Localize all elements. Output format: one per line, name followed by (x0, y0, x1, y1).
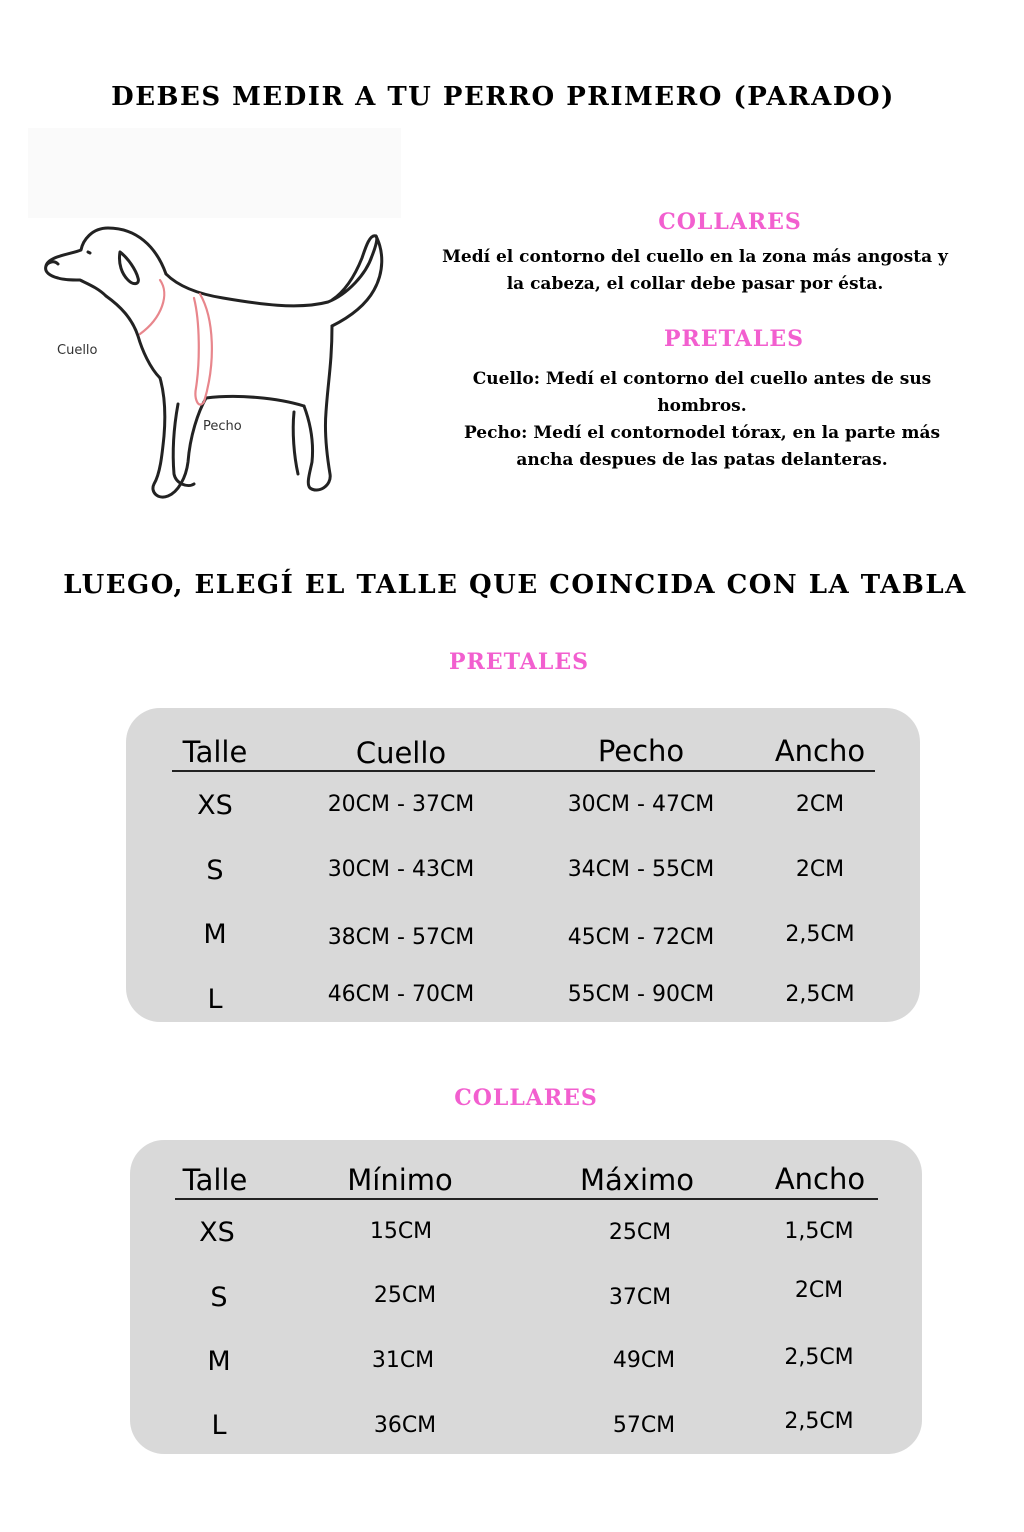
table-header-cell: Máximo (579, 1163, 694, 1197)
diagram-label-cuello: Cuello (57, 343, 98, 358)
table-cell: 30CM - 43CM (327, 857, 475, 882)
table-cell: 34CM - 55CM (567, 857, 715, 882)
table-cell: 55CM - 90CM (567, 982, 715, 1007)
neck-marker-icon (140, 280, 164, 334)
table-cell: 45CM - 72CM (567, 925, 715, 950)
size-section-title: LUEGO, ELEGÍ EL TALLE QUE COINCIDA CON LA TABLA (63, 570, 967, 600)
table-cell-size: M (207, 1346, 231, 1377)
table-cell: 37CM (608, 1285, 672, 1310)
table-cell-size: XS (199, 1217, 235, 1248)
table-cell: 20CM - 37CM (327, 792, 475, 817)
collares-info-line: la cabeza, el collar debe pasar por ésta. (506, 274, 884, 294)
table-cell: 2CM (794, 1278, 844, 1303)
table-cell: 46CM - 70CM (327, 982, 475, 1007)
diagram-label-pecho: Pecho (203, 419, 242, 434)
table-header-cell: Ancho (774, 1162, 866, 1196)
table-cell: 2,5CM (784, 1345, 854, 1370)
measurement-markers (140, 280, 212, 405)
table-cell: 25CM (608, 1220, 672, 1245)
table-header-divider (172, 770, 875, 772)
collares-info-heading: COLLARES (658, 209, 802, 235)
pretales-info-heading: PRETALES (664, 326, 804, 352)
table-header-cell: Talle (182, 735, 248, 769)
table-cell: 2,5CM (785, 982, 855, 1007)
table-cell-size: XS (197, 790, 233, 821)
table-cell: 38CM - 57CM (327, 925, 475, 950)
table-cell-size: L (207, 984, 223, 1015)
table-header-cell: Ancho (774, 734, 866, 768)
table-header-cell: Pecho (597, 734, 685, 768)
table-header-cell: Cuello (355, 736, 447, 770)
table-cell: 2CM (795, 857, 845, 882)
table-cell: 31CM (371, 1348, 435, 1373)
pretales-info-line: Pecho: Medí el contornodel tórax, en la parte más (463, 423, 941, 443)
dog-measurement-diagram (28, 222, 408, 512)
pretales-info-text (430, 366, 974, 474)
table-header-cell: Talle (182, 1163, 248, 1197)
table-cell-size: S (210, 1282, 228, 1313)
table-cell: 1,5CM (784, 1219, 854, 1244)
pretales-info-line: ancha despues de las patas delanteras. (516, 450, 888, 470)
pretales-info-line: hombros. (657, 396, 747, 416)
table-cell: 2,5CM (784, 1409, 854, 1434)
page-title: DEBES MEDIR A TU PERRO PRIMERO (PARADO) (111, 82, 895, 112)
table-cell: 36CM (373, 1413, 437, 1438)
collares-info-line: Medí el contorno del cuello en la zona más angosta y (442, 247, 948, 267)
table-cell: 2CM (795, 792, 845, 817)
table-cell-size: S (206, 855, 224, 886)
table-cell: 2,5CM (785, 922, 855, 947)
collares-info-text (402, 244, 988, 298)
table-cell-size: L (211, 1410, 227, 1441)
pretales-table-heading: PRETALES (449, 649, 589, 675)
collares-size-table (130, 1140, 922, 1454)
table-cell: 57CM (612, 1413, 676, 1438)
table-cell: 25CM (373, 1283, 437, 1308)
table-cell-size: M (203, 919, 227, 950)
pretales-size-table (126, 708, 920, 1022)
collares-table-heading: COLLARES (454, 1085, 598, 1111)
image-placeholder (28, 128, 401, 218)
table-header-divider (175, 1198, 878, 1200)
table-cell: 49CM (612, 1348, 676, 1373)
table-cell: 30CM - 47CM (567, 792, 715, 817)
table-header-cell: Mínimo (347, 1163, 453, 1197)
table-cell: 15CM (369, 1219, 433, 1244)
pretales-info-line: Cuello: Medí el contorno del cuello antes de sus (472, 369, 932, 389)
chest-marker-icon (194, 294, 212, 405)
dog-outline-icon (46, 228, 382, 497)
